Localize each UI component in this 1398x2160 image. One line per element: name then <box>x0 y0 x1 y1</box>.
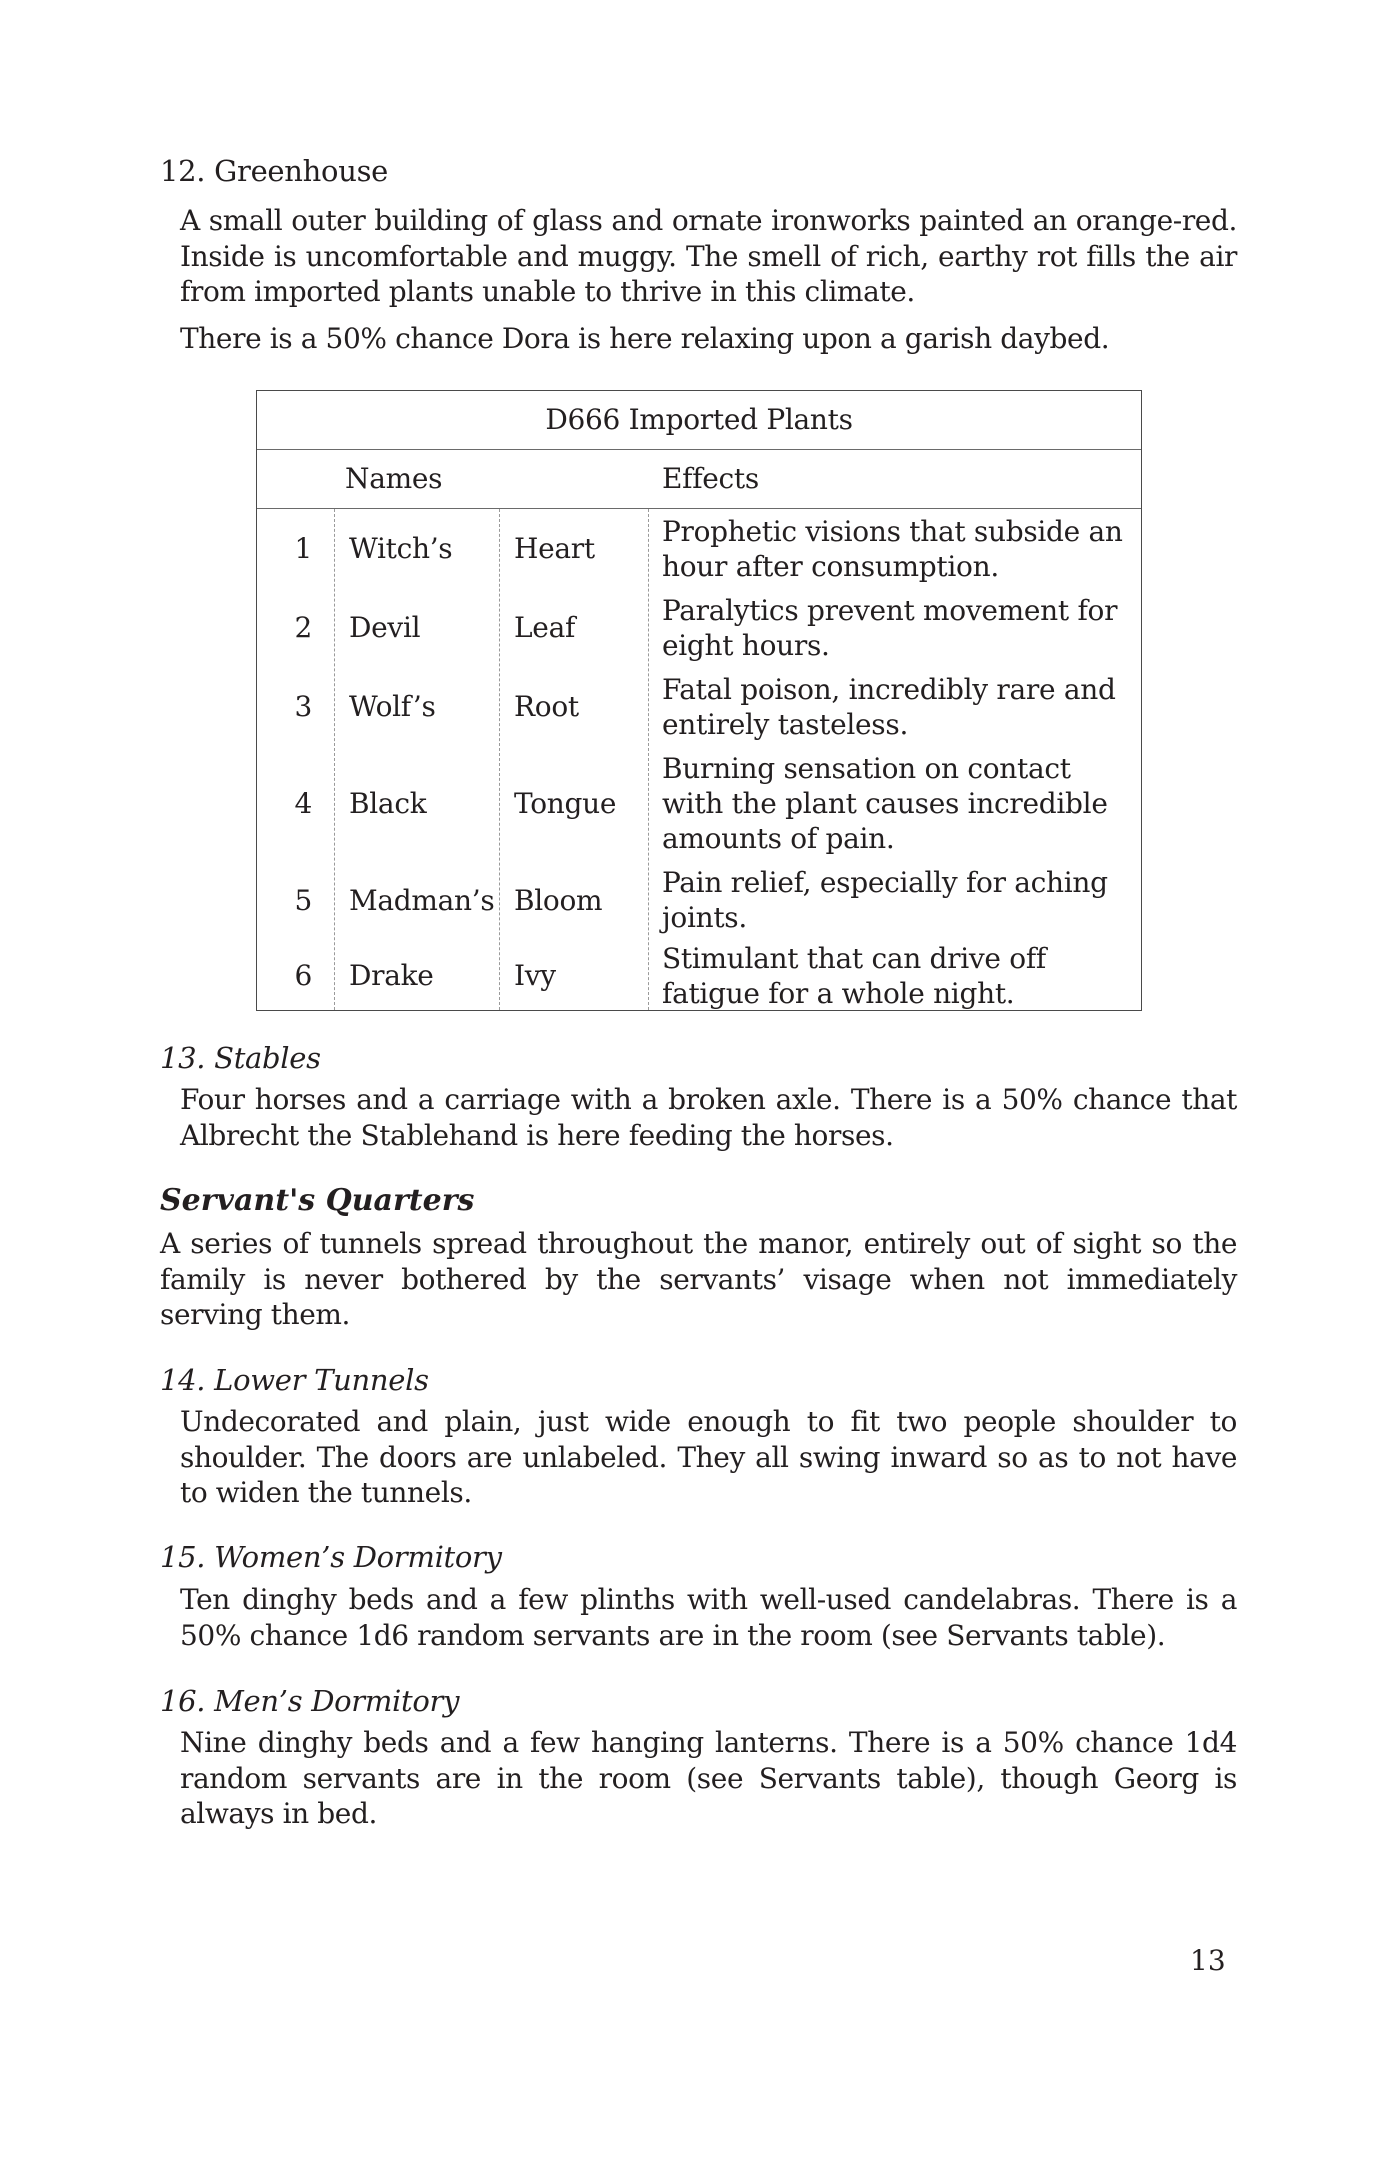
table-header-row <box>257 450 1141 509</box>
effect: Burning sensation on contact with the plant causes incredible amounts of pain. <box>662 752 1108 855</box>
servants-quarters-intro: A series of tunnels spread throughout the manor, entirely out of sight so the family is never bothered by the servants’ visage when not immediately serving them. <box>160 1227 1237 1331</box>
roll-number: 5 <box>294 883 312 917</box>
name-first: Wolf’s <box>349 690 436 723</box>
room-heading-stables: 13. Stables <box>160 1041 321 1075</box>
table-row <box>257 588 1141 667</box>
name-second: Root <box>514 690 579 723</box>
effect: Prophetic visions that subside an hour after consumption. <box>662 514 1123 583</box>
lower-tunnels-description: Undecorated and plain, just wide enough to fit two people shoulder to shoulder. The doors are unlabeled. They all swing inward so as to not have to widen the tunnels. <box>180 1405 1237 1509</box>
roll-number: 1 <box>294 532 312 565</box>
table-row <box>257 939 1141 1012</box>
room-heading-greenhouse: 12. Greenhouse <box>160 154 389 188</box>
effect: Stimulant that can drive off fatigue for a whole night. <box>662 941 1046 1010</box>
table-row <box>257 861 1141 939</box>
column-header-effects: Effects <box>662 462 759 495</box>
column-header-names: Names <box>345 462 443 495</box>
table-row <box>257 667 1141 746</box>
name-first: Drake <box>349 959 434 992</box>
stables-description: Four horses and a carriage with a broken axle. There is a 50% chance that Albrecht the Stablehand is here feeding the horses. <box>180 1083 1237 1152</box>
greenhouse-dora-note: There is a 50% chance Dora is here relaxing upon a garish daybed. <box>180 322 1110 355</box>
roll-number: 3 <box>294 690 312 723</box>
table-row <box>257 746 1141 861</box>
name-first: Witch’s <box>349 532 453 565</box>
room-heading-womens-dormitory: 15. Women’s Dormitory <box>160 1540 502 1574</box>
name-first: Devil <box>349 611 421 644</box>
table-title: D666 Imported Plants <box>257 391 1141 450</box>
name-first: Black <box>349 787 427 820</box>
roll-number: 4 <box>294 787 312 820</box>
mens-dormitory-description: Nine dinghy beds and a few hanging lanterns. There is a 50% chance 1d4 random servants are in the room (see Servants table), though Georg is always in bed. <box>180 1726 1237 1830</box>
roll-number: 2 <box>294 611 312 644</box>
effect: Paralytics prevent movement for eight hours. <box>662 593 1118 662</box>
name-first: Madman’s <box>349 883 495 917</box>
room-heading-mens-dormitory: 16. Men’s Dormitory <box>160 1684 460 1718</box>
name-second: Bloom <box>514 883 603 917</box>
name-second: Leaf <box>514 611 576 644</box>
name-second: Heart <box>514 532 595 565</box>
womens-dormitory-description: Ten dinghy beds and a few plinths with well-used candelabras. There is a 50% chance 1d6 random servants are in the room (see Servants table). <box>180 1583 1237 1652</box>
effect: Pain relief, especially for aching joints. <box>662 866 1108 934</box>
effect: Fatal poison, incredibly rare and entirely tasteless. <box>662 672 1116 741</box>
name-second: Ivy <box>514 959 556 992</box>
section-title-servants-quarters: Servant's Quarters <box>160 1183 475 1218</box>
imported-plants-table <box>256 390 1142 1011</box>
table-row <box>257 509 1141 588</box>
greenhouse-description: A small outer building of glass and ornate ironworks painted an orange-red. Inside is uncomfortable and muggy. The smell of rich, earthy rot fills the air from imported plants unable to thrive in this climate. <box>180 204 1237 308</box>
name-second: Tongue <box>514 787 617 820</box>
page-number: 13 <box>1190 1944 1226 1977</box>
roll-number: 6 <box>294 959 312 992</box>
room-heading-lower-tunnels: 14. Lower Tunnels <box>160 1363 429 1397</box>
